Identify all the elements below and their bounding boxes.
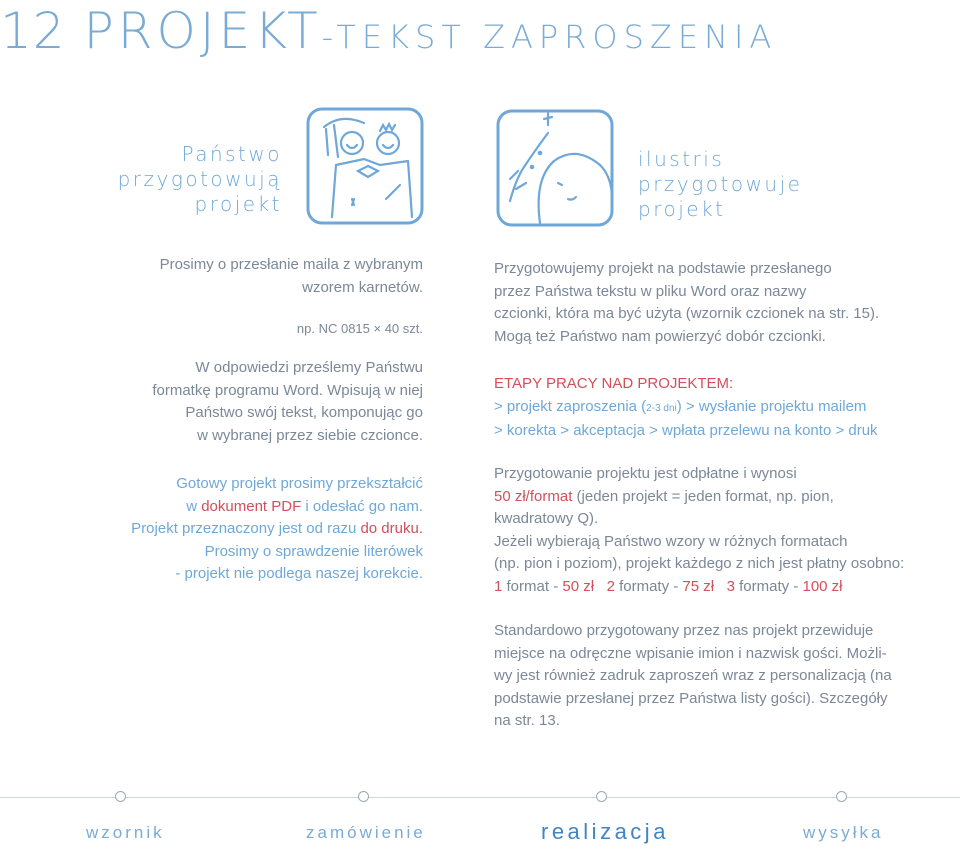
format-count: 2	[606, 577, 615, 595]
pdf-highlight: dokument PDF	[201, 497, 302, 515]
text-line: przez Państwa tekstu w pliku Word oraz nazwy	[494, 282, 807, 300]
left-paragraph-template	[93, 357, 423, 447]
text-line: podstawie przesłanej przez Państwa listy gości). Szczegóły	[494, 689, 888, 707]
text-line: w wybranej przez siebie czcionce.	[197, 426, 423, 444]
left-paragraph-pdf	[93, 473, 423, 586]
page-title	[0, 2, 777, 60]
right-pricing	[494, 463, 914, 598]
text-span: format -	[502, 577, 563, 595]
format-price: 50 zł	[562, 577, 595, 595]
text-line: Prosimy o przesłanie maila z wybranym	[159, 256, 423, 273]
text-span: Projekt przeznaczony jest od razu	[131, 520, 361, 537]
right-paragraph-personalization	[494, 620, 914, 733]
text-span: > projekt zaproszenia (	[494, 397, 647, 415]
text-line	[93, 496, 423, 519]
text-span: ) > wysłanie projektu mailem	[676, 397, 867, 415]
text-line: wy jest również zadruk zaproszeń wraz z personalizacją (na	[494, 667, 892, 684]
right-heading	[638, 147, 802, 222]
title-sub: -TEKST ZAPROSZENIA	[321, 18, 778, 56]
stage-duration: 2-3 dni	[646, 402, 677, 414]
text-line: Przygotowanie projektu jest odpłatne i wynosi	[494, 465, 797, 482]
nav-dot	[358, 791, 369, 802]
text-line	[93, 518, 423, 541]
text-line: W odpowiedzi prześlemy Państwu	[195, 359, 423, 376]
price-per-format: 50 zł/format	[494, 487, 573, 505]
text-line: Prosimy o sprawdzenie literówek	[204, 542, 423, 560]
text-line: kwadratowy Q).	[494, 510, 599, 527]
left-paragraph-order	[93, 254, 423, 299]
text-line: Jeżeli wybierają Państwo wzory w różnych formatach	[494, 532, 848, 550]
text-span: i odesłać go nam.	[301, 497, 423, 515]
left-heading-line: Państwo	[181, 142, 282, 166]
text-span: formaty -	[734, 577, 803, 595]
couple-illustration-icon	[306, 107, 424, 225]
text-line: Przygotowujemy projekt na podstawie przesłanego	[494, 260, 832, 277]
text-span: w	[186, 497, 202, 515]
right-heading-line: projekt	[638, 197, 726, 221]
left-heading	[118, 142, 282, 217]
format-price: 75 zł	[682, 577, 715, 595]
nav-dot	[115, 791, 126, 802]
text-line: czcionki, która ma być użyta (wzornik czcionek na str. 15).	[494, 305, 880, 322]
text-line: (np. pion i poziom), projekt każdego z nich jest płatny osobno:	[494, 555, 905, 572]
right-heading-line: ilustris	[638, 147, 725, 171]
nav-dot	[836, 791, 847, 802]
text-line: Standardowo przygotowany przez nas projekt przewiduje	[494, 622, 874, 639]
order-example-text: np. NC 0815 × 40 szt.	[296, 321, 423, 336]
text-line: miejsce na odręczne wpisanie imion i nazwisk gości. Możli-	[494, 644, 887, 662]
left-heading-line: przygotowują	[117, 167, 282, 191]
text-line: Państwo swój tekst, komponując go	[185, 404, 423, 421]
right-paragraph-intro	[494, 258, 914, 348]
nav-wysylka[interactable]: wysyłka	[803, 823, 884, 842]
print-highlight: do druku.	[360, 520, 423, 537]
text-line: wzorem karnetów.	[302, 278, 423, 296]
nav-realizacja[interactable]: realizacja	[541, 819, 669, 844]
format-count: 3	[726, 577, 735, 595]
text-line: Gotowy projekt prosimy przekształcić	[176, 475, 423, 492]
footer-divider	[0, 797, 960, 798]
girl-profile-illustration-icon	[496, 109, 614, 227]
stages-line: > korekta > akceptacja > wpłata przelewu na konto > druk	[494, 422, 878, 439]
nav-zamowienie[interactable]: zamówienie	[306, 823, 426, 842]
text-line	[494, 486, 914, 509]
stages-title: ETAPY PRACY NAD PROJEKTEM:	[494, 375, 734, 392]
title-main: PROJEKT	[83, 2, 322, 60]
left-heading-line: projekt	[194, 192, 282, 216]
left-order-example	[93, 318, 423, 341]
format-count: 1	[494, 577, 503, 595]
nav-dot	[596, 791, 607, 802]
text-span: (jeden projekt = jeden format, np. pion,	[572, 487, 834, 505]
right-stages	[494, 373, 914, 443]
text-span: formaty -	[614, 577, 683, 595]
format-price: 100 zł	[802, 577, 843, 595]
text-line: na str. 13.	[494, 712, 560, 729]
text-line: formatkę programu Word. Wpisują w niej	[152, 381, 423, 399]
stages-line	[494, 396, 914, 421]
text-line: Mogą też Państwo nam powierzyć dobór czcionki.	[494, 327, 826, 345]
price-row	[494, 576, 914, 599]
text-line: - projekt nie podlega naszej korekcie.	[175, 565, 423, 582]
page-number: 12	[0, 2, 66, 60]
nav-wzornik[interactable]: wzornik	[86, 823, 165, 842]
right-heading-line: przygotowuje	[638, 172, 803, 196]
